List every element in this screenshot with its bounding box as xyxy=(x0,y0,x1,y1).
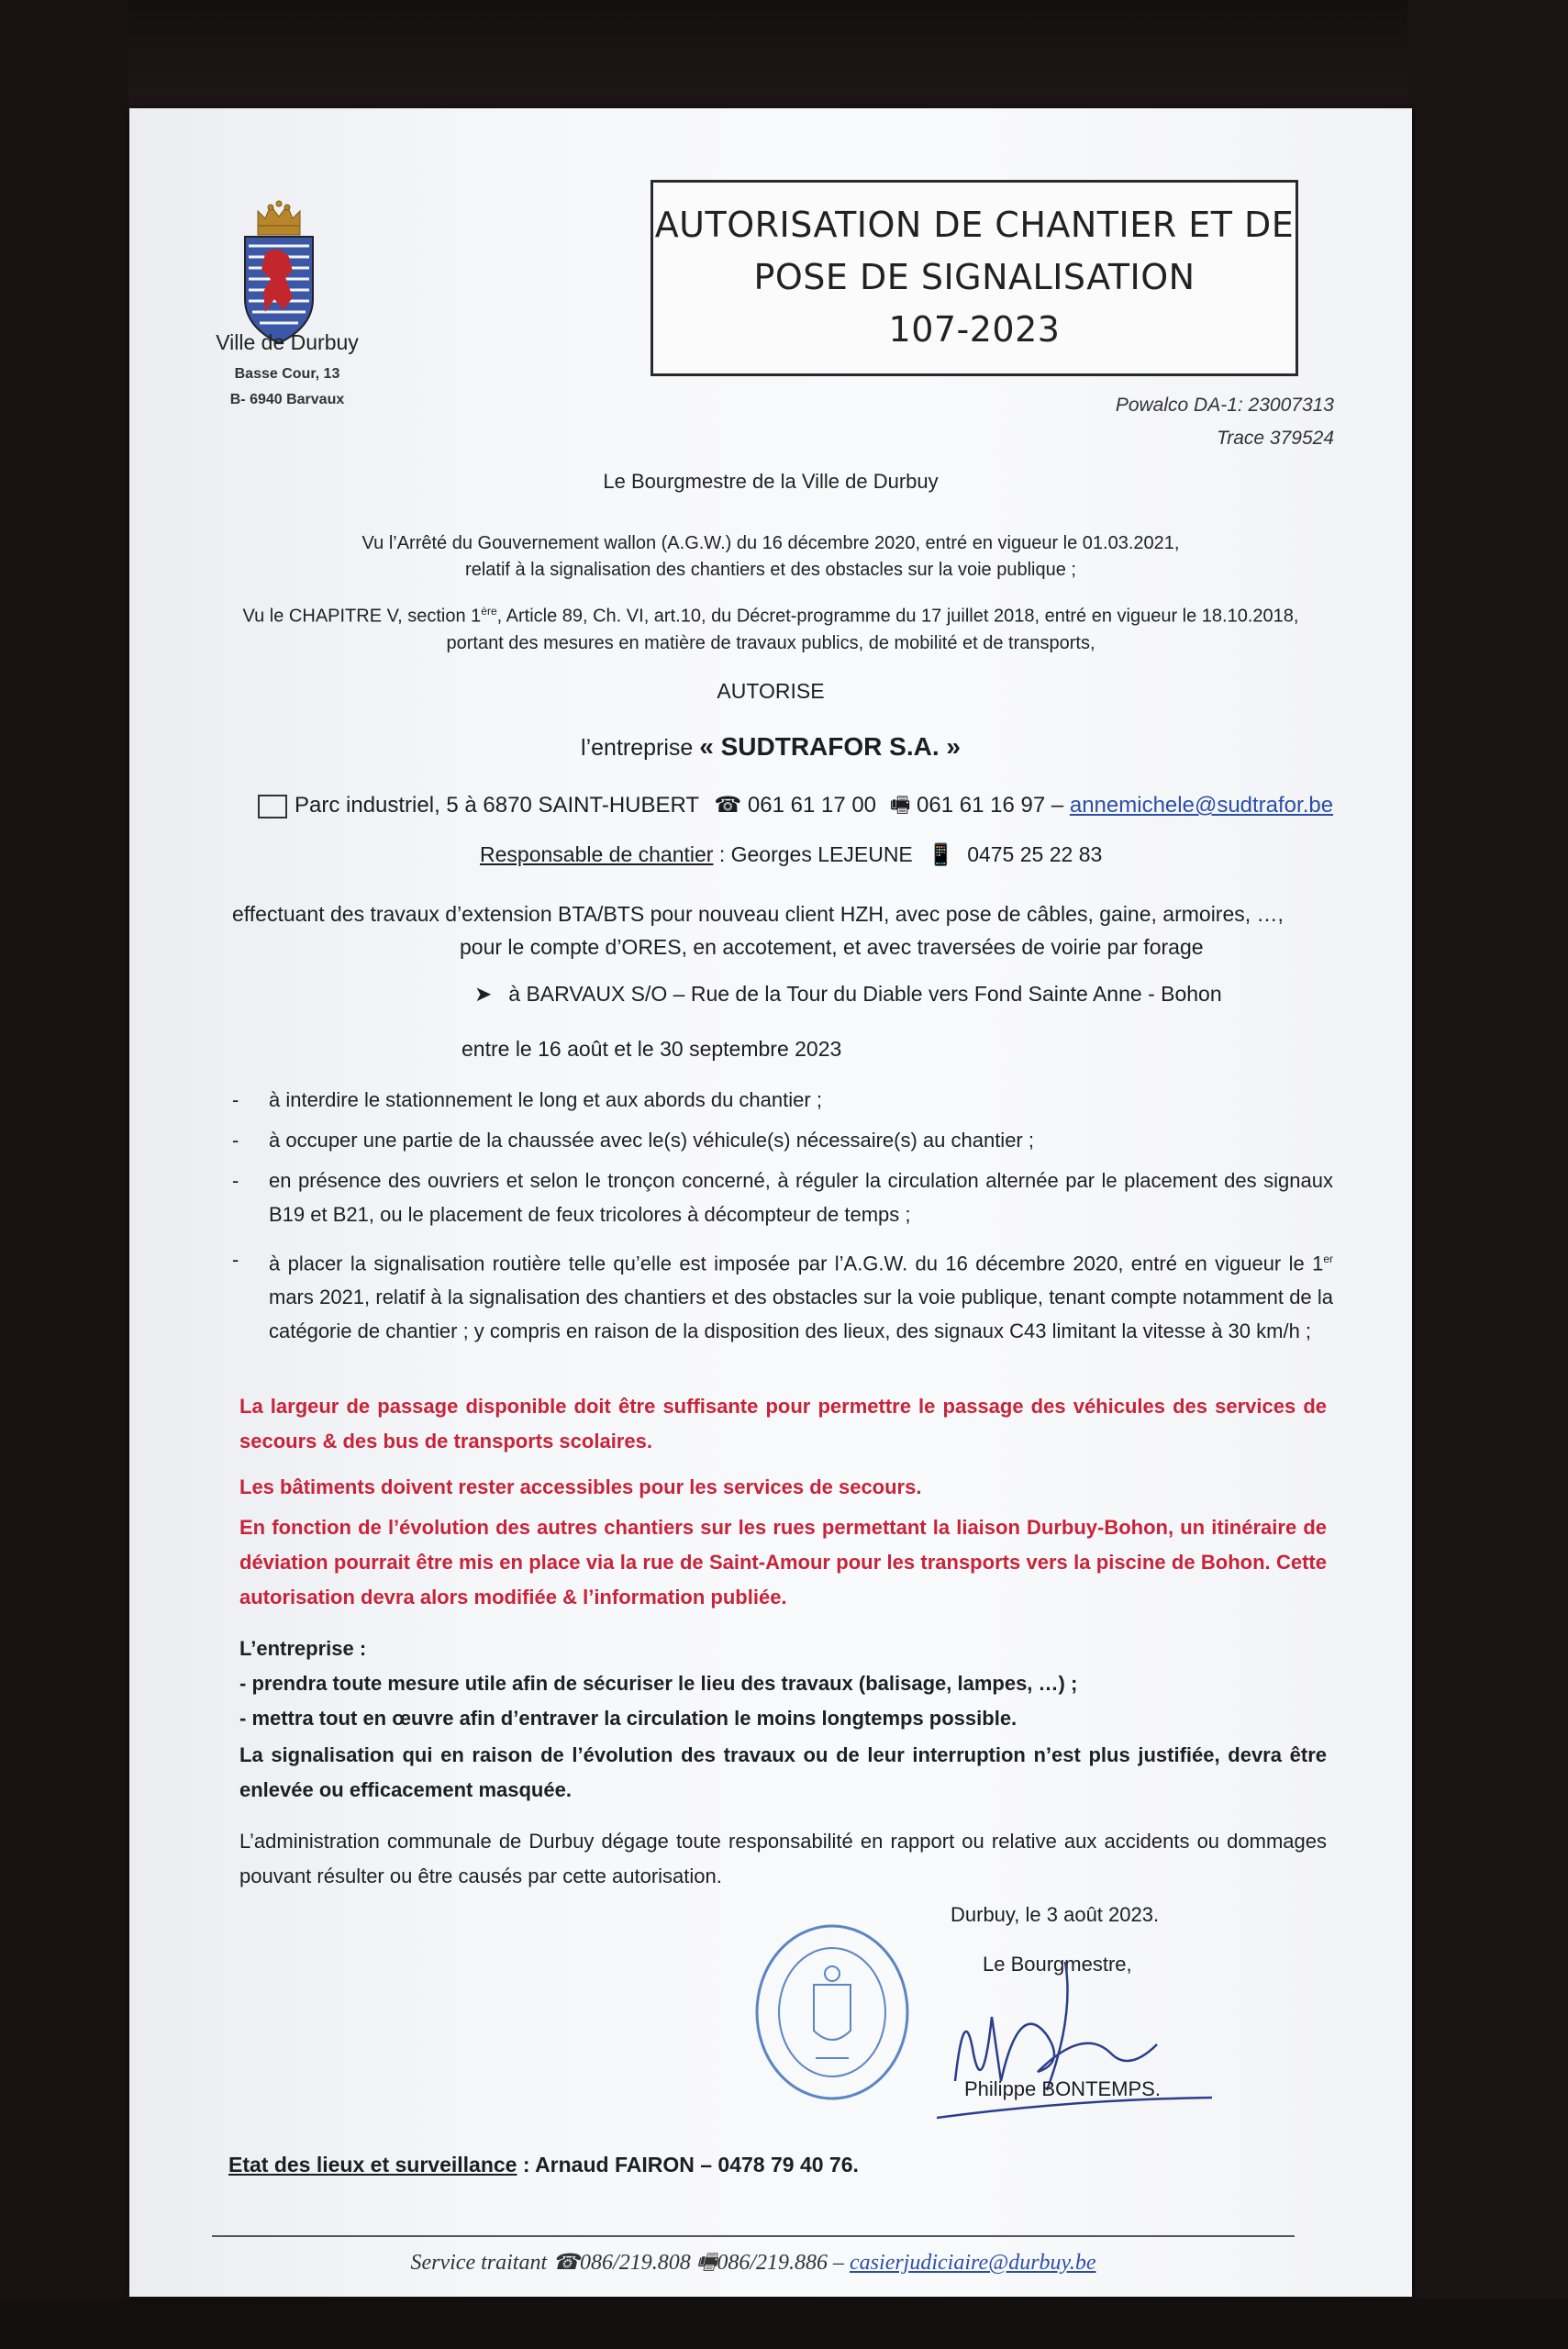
red-note-buildings: Les bâtiments doivent rester accessibles pour les services de secours. xyxy=(239,1475,922,1498)
works-description xyxy=(232,897,1333,963)
footer-phone: 086/219.808 xyxy=(580,2251,691,2275)
official-stamp-icon xyxy=(750,1920,915,2104)
location-text: à BARVAUX S/O – Rue de la Tour du Diable vers Fond Sainte Anne - Bohon xyxy=(508,982,1222,1006)
vu-agw xyxy=(129,530,1412,584)
footer-label: Service traitant xyxy=(410,2251,548,2275)
document-page xyxy=(129,108,1412,2297)
phone-icon: ☎ xyxy=(714,793,742,818)
address-line-1: Basse Cour, 13 xyxy=(234,366,340,382)
city-name: Ville de Durbuy xyxy=(216,330,359,354)
vu-chapitre-post: , Article 89, Ch. VI, art.10, du Décret-programme du 17 juillet 2018, entré en vigueur le 18.10.2018, xyxy=(496,606,1299,627)
title-line-1: AUTORISATION DE CHANTIER ET DE xyxy=(654,205,1295,245)
bullet-2: - à occuper une partie de la chaussée avec le(s) véhicule(s) nécessaire(s) au chantier ; xyxy=(232,1123,1333,1157)
signatory-name: Philippe BONTEMPS. xyxy=(964,2077,1161,2100)
ref-trace: Trace 379524 xyxy=(1216,428,1334,449)
bullet-4-b: mars 2021, relatif à la signalisation des chantiers et des obstacles sur la voie publique, tenant compte notamment de la catégorie de chantier ; y compris en raison de la disposition des lieux, des signaux C43 limitant la vitesse à 30 km/h ; xyxy=(269,1286,1333,1343)
company-address: Parc industriel, 5 à 6870 SAINT-HUBERT xyxy=(295,793,699,818)
title-line-2: POSE DE SIGNALISATION xyxy=(753,257,1195,297)
bullet-4-text xyxy=(269,1242,1333,1348)
company-phone: 061 61 17 00 xyxy=(747,793,877,818)
background-bottom xyxy=(0,2299,1568,2349)
site-manager-label: Responsable de chantier xyxy=(480,842,714,866)
surveillance-line xyxy=(228,2153,859,2177)
works-location xyxy=(474,982,1355,1007)
vu-chapitre-sup: ère xyxy=(481,605,497,618)
bullet-4-a: à placer la signalisation routière telle qu’elle est imposée par l’A.G.W. du 16 décembre 2020, entré en vigueur le 1 xyxy=(269,1252,1324,1275)
fax-icon: 🖷 xyxy=(889,793,911,818)
address-icon xyxy=(258,795,287,818)
entreprise-title: L’entreprise : xyxy=(239,1637,367,1660)
vu-agw-line-1: Vu l’Arrêté du Gouvernement wallon (A.G.W.) du 16 décembre 2020, entré en vigueur le 01.03.2021, xyxy=(361,533,1180,553)
vu-chapitre-line-1 xyxy=(129,598,1412,630)
footer-divider xyxy=(212,2235,1295,2237)
arrow-bullet-icon: ➤ xyxy=(474,982,493,1006)
responsibility-note: L’administration communale de Durbuy dégage toute responsabilité en rapport ou relative aux accidents ou dommages pouvant résulter ou être causés par cette autorisation. xyxy=(239,1830,1327,1887)
signatory-role: Le Bourgmestre, xyxy=(983,1953,1132,1976)
title-box xyxy=(651,180,1298,376)
entreprise-item-2: - mettra tout en œuvre afin d’entraver la circulation le moins longtemps possible. xyxy=(239,1707,1018,1730)
site-manager-name: : Georges LEJEUNE xyxy=(718,842,913,866)
works-period: entre le 16 août et le 30 septembre 2023 xyxy=(462,1037,842,1061)
bullet-1: - à interdire le stationnement le long et aux abords du chantier ; xyxy=(232,1083,1333,1117)
vu-chapitre-line-2: portant des mesures en matière de travaux publics, de mobilité et de transports, xyxy=(446,632,1095,653)
company-fax: 061 61 16 97 – xyxy=(917,793,1064,818)
footer xyxy=(212,2246,1295,2284)
footer-fax-icon: 🖷 xyxy=(695,2251,717,2275)
address-line-2: B- 6940 Barvaux xyxy=(229,392,345,407)
mobile-phone-icon: 📱 xyxy=(928,842,954,866)
bullet-3-text: en présence des ouvriers et selon le tronçon concerné, à réguler la circulation alternée par le placement des signaux B19 et B21, ou le placement de feux tricolores à décompteur de temps ; xyxy=(269,1169,1333,1226)
bullet-4: - à placer la signalisation routière telle qu’elle est imposée par l’A.G.W. du 16 décembre 2020, entré en vigueur le 1er mars 2021, relatif à la signalisation des chantiers et des obstacles sur la voie publique, tenant compte notamment de la catégorie de chantier ; y compris en raison de la disposition des lieux, des signaux C43 limitant la vitesse à 30 km/h ; xyxy=(232,1242,1333,1348)
footer-fax: 086/219.886 – xyxy=(717,2251,845,2275)
works-line-2: pour le compte d’ORES, en accotement, et avec traversées de voirie par forage xyxy=(460,935,1204,959)
place-date: Durbuy, le 3 août 2023. xyxy=(951,1903,1160,1926)
vu-chapitre xyxy=(129,598,1412,657)
signalisation-note: La signalisation qui en raison de l’évolution des travaux ou de leur interruption n’est plus justifiée, devra être enlevée ou efficacement masquée. xyxy=(239,1743,1327,1801)
surveillance-label: Etat des lieux et surveillance xyxy=(228,2153,517,2176)
vu-chapitre-pre: Vu le CHAPITRE V, section 1 xyxy=(242,606,482,627)
reference-block xyxy=(1116,389,1334,455)
company-name: « SUDTRAFOR S.A. » xyxy=(699,732,961,761)
ref-powalco: Powalco DA-1: 23007313 xyxy=(1115,395,1334,416)
bourgmestre-heading: Le Bourgmestre de la Ville de Durbuy xyxy=(603,470,939,493)
works-line-1: effectuant des travaux d’extension BTA/BTS pour nouveau client HZH, avec pose de câbles, gaine, armoires, …, xyxy=(232,902,1284,926)
site-manager-phone: 0475 25 22 83 xyxy=(967,842,1103,866)
site-manager xyxy=(480,842,1306,867)
red-note-deviation: En fonction de l’évolution des autres chantiers sur les rues permettant la liaison Durbuy-Bohon, un itinéraire de déviation pourrait être mis en place via la rue de Saint-Amour pour les transports vers la piscine de Bohon. Cette autorisation devra alors modifiée & l’information publiée. xyxy=(239,1516,1327,1609)
background-top xyxy=(0,0,1568,115)
vu-agw-line-2: relatif à la signalisation des chantiers et des obstacles sur la voie publique ; xyxy=(465,560,1076,580)
company-intro: l’entreprise xyxy=(581,735,694,761)
title-line-3: 107-2023 xyxy=(888,309,1061,350)
footer-phone-icon: ☎ xyxy=(552,2251,581,2275)
red-note-passage: La largeur de passage disponible doit être suffisante pour permettre le passage des véhicules des services de secours & des bus de transports scolaires. xyxy=(239,1395,1327,1453)
entreprise-item-1: - prendra toute mesure utile afin de sécuriser le lieu des travaux (balisage, lampes, …) ; xyxy=(239,1672,1078,1695)
entreprise-block xyxy=(239,1631,1327,1736)
bullet-3: - en présence des ouvriers et selon le tronçon concerné, à réguler la circulation alternée par le placement des signaux B19 et B21, ou le placement de feux tricolores à décompteur de temps ; xyxy=(232,1163,1333,1231)
company-line xyxy=(129,732,1412,762)
company-contact xyxy=(258,789,1359,827)
footer-email-link[interactable]: casierjudiciaire@durbuy.be xyxy=(850,2251,1096,2275)
autorise-heading: AUTORISE xyxy=(717,679,825,703)
company-email-link[interactable]: annemichele@sudtrafor.be xyxy=(1069,793,1334,818)
background-right xyxy=(1407,0,1568,2349)
surveillance-value: : Arnaud FAIRON – 0478 79 40 76. xyxy=(522,2153,859,2176)
bullet-2-text: à occuper une partie de la chaussée avec le(s) véhicule(s) nécessaire(s) au chantier ; xyxy=(269,1129,1034,1152)
city-address xyxy=(186,362,388,413)
background-left xyxy=(0,0,128,2349)
bullet-4-sup: er xyxy=(1323,1252,1333,1265)
bullet-1-text: à interdire le stationnement le long et aux abords du chantier ; xyxy=(269,1088,822,1111)
